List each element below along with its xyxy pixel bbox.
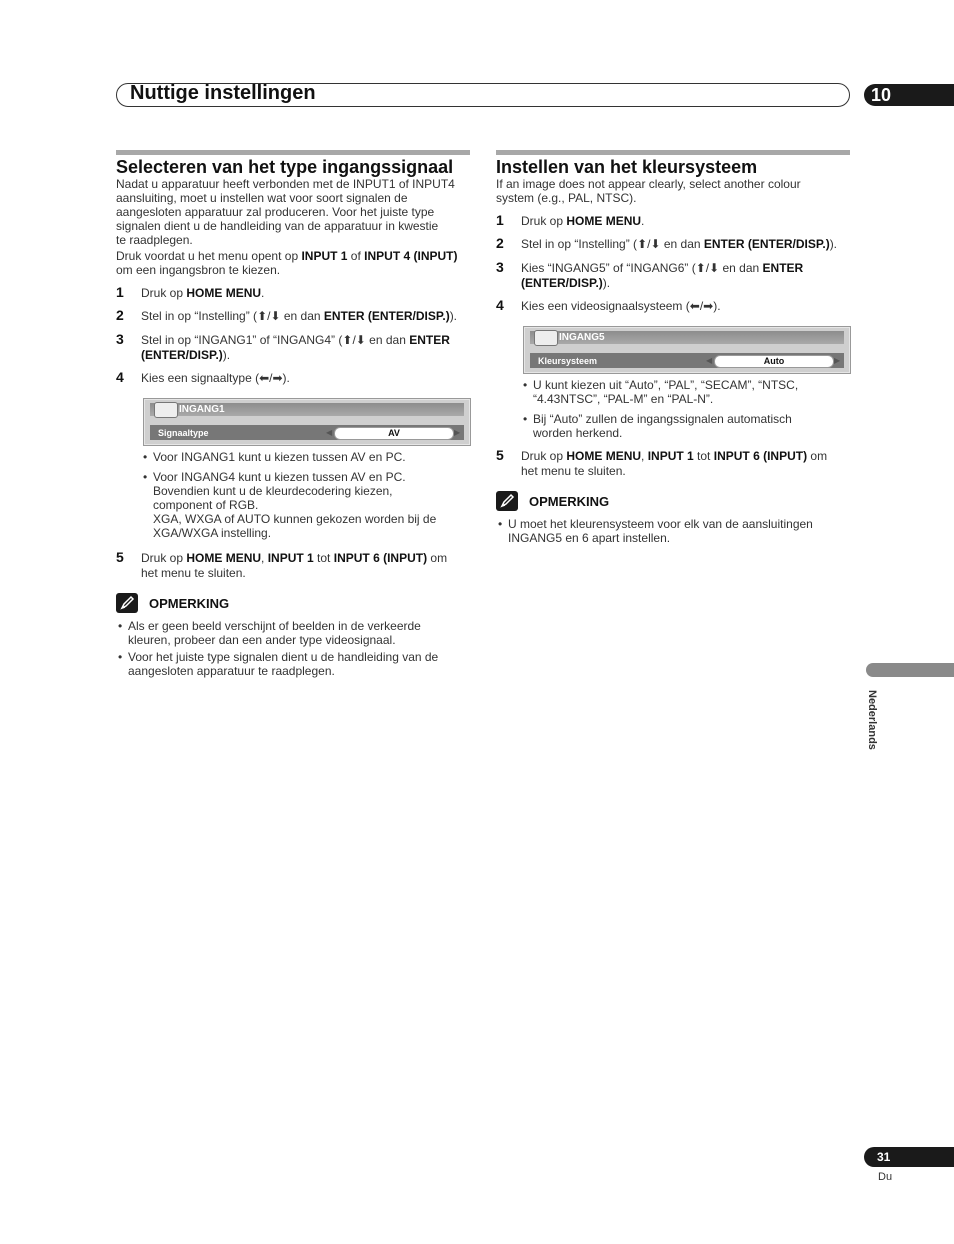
right-intro: If an image does not appear clearly, select another colour system (e.g., PAL, NTSC).	[496, 177, 801, 205]
left-right-arrow-icon: ⬅/➡	[259, 371, 283, 385]
left-note-2: Voor het juiste type signalen dient u de handleiding van de aangesloten apparatuur te raadplegen.	[128, 650, 439, 678]
language-tab	[866, 663, 954, 677]
page-language: Du	[878, 1171, 893, 1183]
menu-screenshot-ingang5	[523, 326, 851, 374]
right-step-5: Druk op HOME MENU, INPUT 1 tot INPUT 6 (INPUT) om het menu te sluiten.	[521, 449, 828, 478]
left-note-1: Als er geen beeld verschijnt of beelden in de verkeerde kleuren, probeer dan een ander type videosignaal.	[128, 619, 421, 647]
left-step-1-number: 1	[116, 284, 124, 300]
right-step-3-number: 3	[496, 259, 504, 275]
right-step-3: Kies “INGANG5” of “INGANG6” (⬆/⬇ en dan ENTER (ENTER/DISP.)).	[521, 261, 804, 290]
right-step-5-number: 5	[496, 447, 504, 463]
input-icon	[534, 330, 558, 346]
page-number: 31	[877, 1150, 891, 1164]
section-title-left: Selecteren van het type ingangssignaal	[116, 157, 454, 177]
left-step-2: Stel in op “Instelling” (⬆/⬇ en dan ENTER (ENTER/DISP.)).	[141, 309, 458, 323]
left-step-3: Stel in op “INGANG1” of “INGANG4” (⬆/⬇ en dan ENTER (ENTER/DISP.)).	[141, 333, 450, 362]
left-step-3-number: 3	[116, 331, 124, 347]
menu-head-label: INGANG1	[179, 404, 225, 415]
left-step-5-number: 5	[116, 549, 124, 565]
left-right-arrow-icon: ⬅/➡	[689, 299, 714, 313]
up-down-arrow-icon: ⬆/⬇	[637, 237, 661, 251]
menu-head-label: INGANG5	[559, 332, 605, 343]
right-bullet-2: Bij “Auto” zullen de ingangssignalen automatisch worden herkend.	[533, 412, 792, 440]
left-intro-2: Druk voordat u het menu opent op INPUT 1 of INPUT 4 (INPUT) om een ingangsbron te kiezen.	[116, 249, 458, 277]
section-bar-right	[496, 150, 850, 155]
left-bullet-1: Voor INGANG1 kunt u kiezen tussen AV en PC.	[153, 450, 406, 464]
chapter-title: Nuttige instellingen	[130, 82, 316, 104]
arrow-left-icon: ◀	[706, 356, 713, 365]
right-step-1: Druk op HOME MENU.	[521, 214, 645, 228]
arrow-right-icon: ▶	[834, 356, 841, 365]
chapter-number: 10	[871, 85, 892, 105]
left-intro-1: Nadat u apparatuur heeft verbonden met de INPUT1 of INPUT4 aansluiting, moet u instellen wat voor soort signalen de aangesloten apparatuur zal produceren. Voor het juiste type signalen dient u de handleiding van de apparatuur in kwestie te raadplegen.	[116, 177, 455, 247]
input-icon	[154, 402, 178, 418]
right-bullet-1: U kunt kiezen uit “Auto”, “PAL”, “SECAM”, “NTSC, “4.43NTSC”, “PAL-M” en “PAL-N”.	[533, 378, 799, 406]
up-down-arrow-icon: ⬆/⬇	[257, 309, 281, 323]
right-step-2: Stel in op “Instelling” (⬆/⬇ en dan ENTER (ENTER/DISP.)).	[521, 237, 838, 251]
menu-row-value: AV	[334, 427, 454, 440]
left-step-4: Kies een signaaltype (⬅/➡).	[141, 371, 290, 385]
left-bullet-2: Voor INGANG4 kunt u kiezen tussen AV en PC. Bovendien kunt u de kleurdecodering kiezen, component of RGB. XGA, WXGA of AUTO kunnen gekozen worden bij de XGA/WXGA instelling.	[153, 470, 437, 540]
section-title-right: Instellen van het kleursysteem	[496, 157, 758, 177]
right-step-4-number: 4	[496, 297, 504, 313]
left-step-5: Druk op HOME MENU, INPUT 1 tot INPUT 6 (INPUT) om het menu te sluiten.	[141, 551, 448, 580]
pencil-note-icon	[496, 491, 518, 511]
section-bar-left	[116, 150, 470, 155]
note-title-left: OPMERKING	[149, 596, 230, 611]
note-title-right: OPMERKING	[529, 494, 610, 509]
up-down-arrow-icon: ⬆/⬇	[342, 333, 366, 347]
right-step-2-number: 2	[496, 235, 504, 251]
left-step-2-number: 2	[116, 307, 124, 323]
right-note-1: U moet het kleurensysteem voor elk van de aansluitingen INGANG5 en 6 apart instellen.	[508, 517, 813, 545]
left-step-4-number: 4	[116, 369, 124, 385]
menu-row-value: Auto	[714, 355, 834, 368]
arrow-left-icon: ◀	[326, 428, 333, 437]
language-label: Nederlands	[866, 690, 878, 750]
right-step-1-number: 1	[496, 212, 504, 228]
menu-row-label: Signaaltype	[158, 428, 209, 438]
right-step-4: Kies een videosignaalsysteem (⬅/➡).	[521, 299, 721, 313]
up-down-arrow-icon: ⬆/⬇	[695, 261, 720, 275]
left-step-1: Druk op HOME MENU.	[141, 286, 265, 300]
arrow-right-icon: ▶	[454, 428, 461, 437]
pencil-note-icon	[116, 593, 138, 613]
menu-row-label: Kleursysteem	[538, 356, 598, 366]
menu-screenshot-ingang1	[143, 398, 471, 446]
